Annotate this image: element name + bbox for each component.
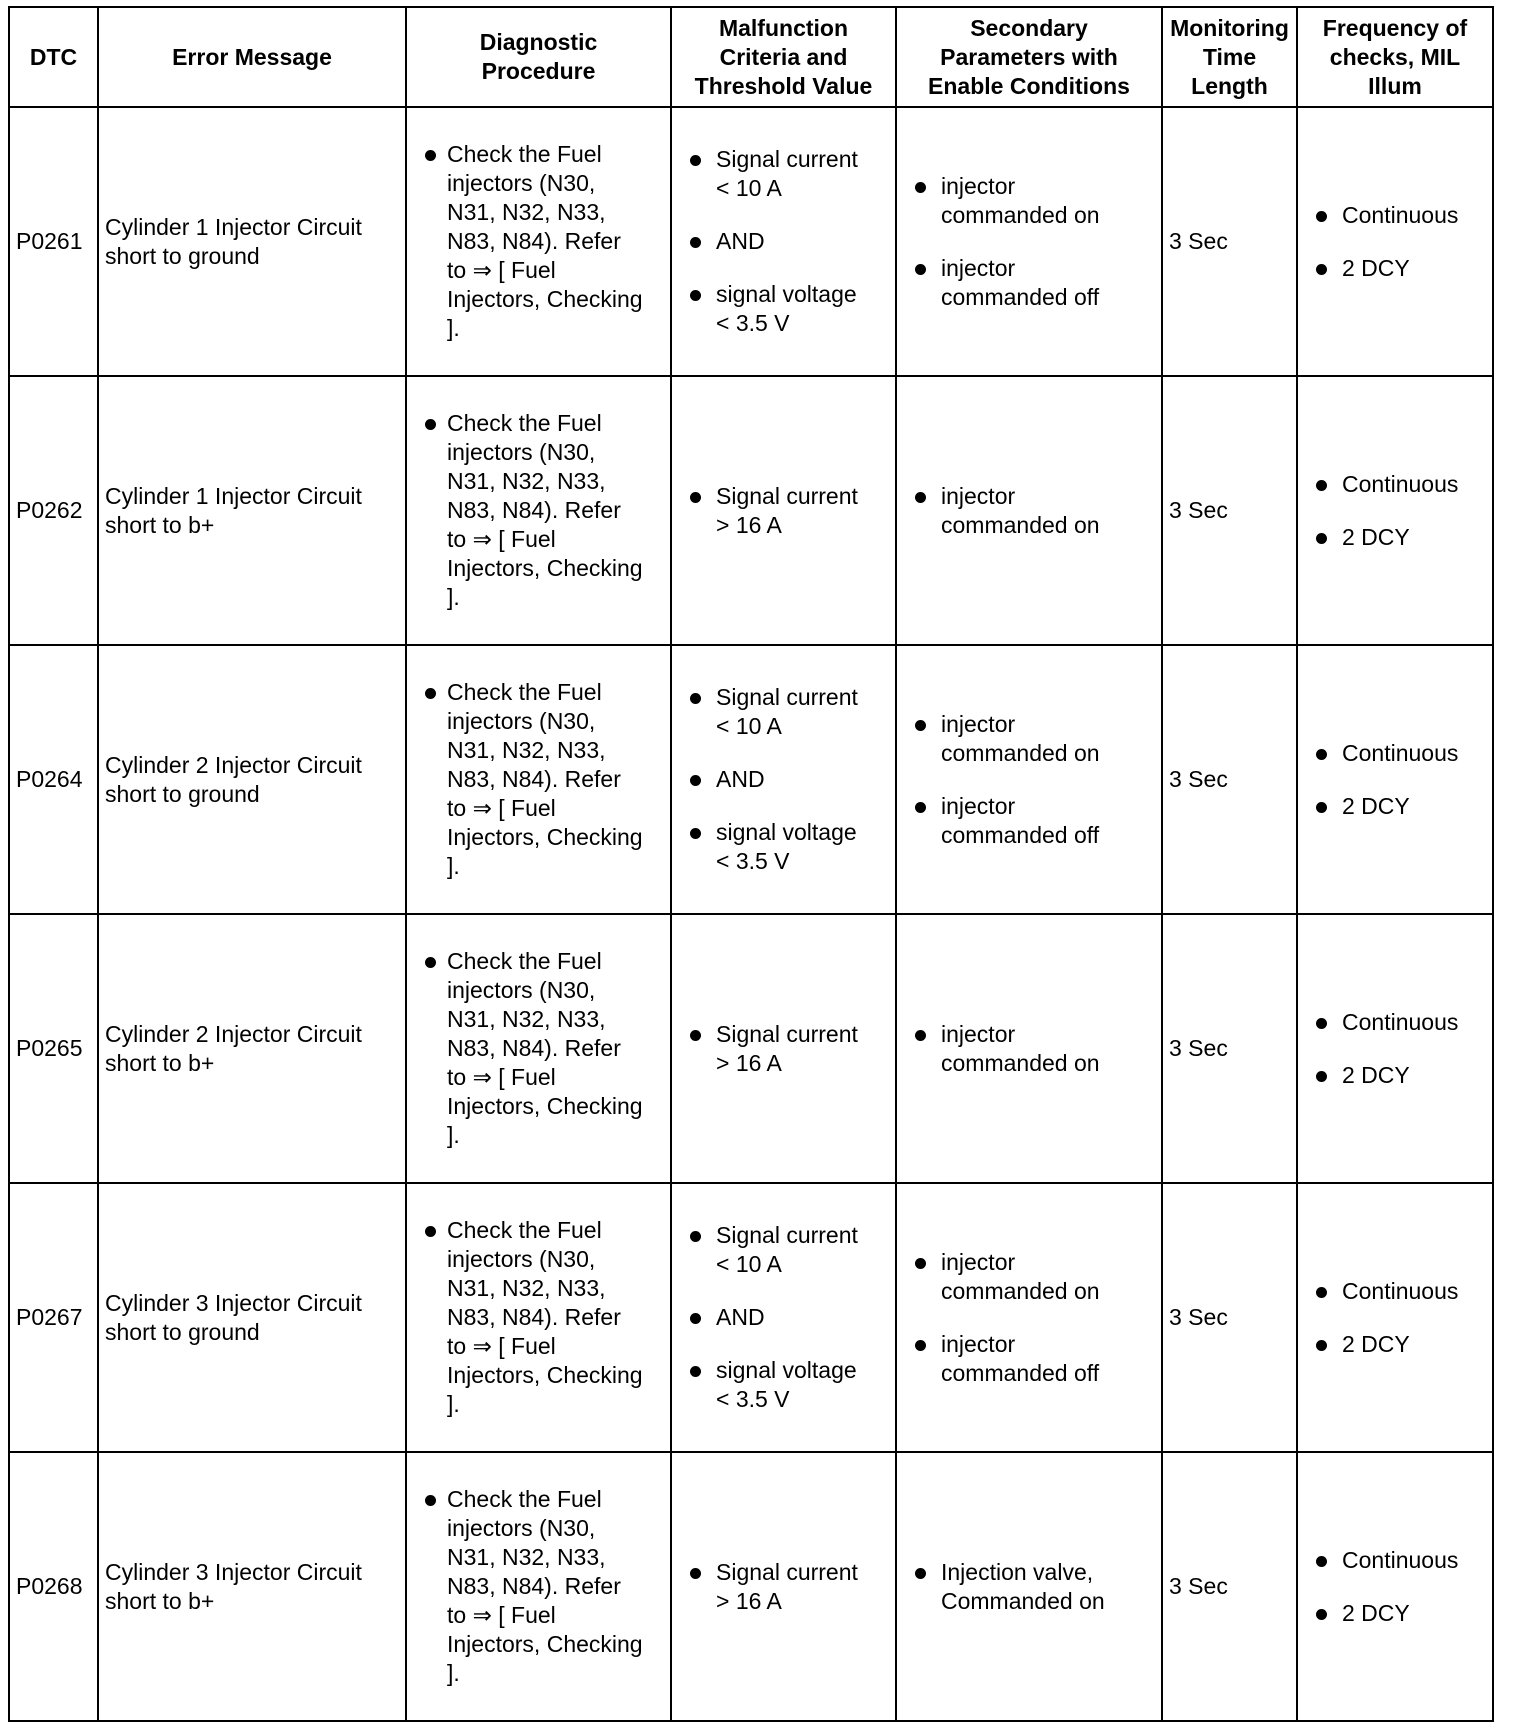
monitoring-time: 3 Sec <box>1162 376 1297 645</box>
malfunction-criteria <box>671 1452 896 1721</box>
list-item: Continuous <box>1304 1008 1486 1037</box>
list-item: signal voltage < 3.5 V <box>678 818 889 876</box>
dtc-table-page <box>8 6 1492 1722</box>
monitoring-time: 3 Sec <box>1162 107 1297 376</box>
dtc-code: P0265 <box>9 914 98 1183</box>
header-dtc: DTC <box>9 7 98 107</box>
list-item: injector commanded on <box>903 1248 1155 1306</box>
list-item: Check the Fuel injectors (N30, N31, N32, N33, N83, N84). Refer to ⇒ [ Fuel Injectors, Checking ]. <box>413 1216 664 1419</box>
list-item: AND <box>678 1303 889 1332</box>
secondary-parameters <box>896 107 1162 376</box>
list-item: 2 DCY <box>1304 523 1486 552</box>
header-row <box>9 7 1493 107</box>
dtc-code: P0261 <box>9 107 98 376</box>
header-diagnostic-procedure: Diagnostic Procedure <box>406 7 671 107</box>
list-item: Check the Fuel injectors (N30, N31, N32, N33, N83, N84). Refer to ⇒ [ Fuel Injectors, Checking ]. <box>413 678 664 881</box>
list-item: AND <box>678 227 889 256</box>
dtc-code: P0268 <box>9 1452 98 1721</box>
malfunction-criteria <box>671 914 896 1183</box>
header-monitoring-time: Monitoring Time Length <box>1162 7 1297 107</box>
list-item: Signal current > 16 A <box>678 1558 889 1616</box>
list-item: injector commanded off <box>903 792 1155 850</box>
list-item: Check the Fuel injectors (N30, N31, N32, N33, N83, N84). Refer to ⇒ [ Fuel Injectors, Checking ]. <box>413 140 664 343</box>
list-item: injector commanded on <box>903 172 1155 230</box>
check-frequency <box>1297 645 1493 914</box>
list-item: 2 DCY <box>1304 792 1486 821</box>
list-item: Continuous <box>1304 739 1486 768</box>
list-item: 2 DCY <box>1304 1330 1486 1359</box>
table-row <box>9 107 1493 376</box>
monitoring-time: 3 Sec <box>1162 1452 1297 1721</box>
table-row <box>9 1452 1493 1721</box>
malfunction-criteria <box>671 107 896 376</box>
dtc-code: P0264 <box>9 645 98 914</box>
list-item: Check the Fuel injectors (N30, N31, N32, N33, N83, N84). Refer to ⇒ [ Fuel Injectors, Checking ]. <box>413 1485 664 1688</box>
list-item: Injection valve, Commanded on <box>903 1558 1155 1616</box>
list-item: signal voltage < 3.5 V <box>678 1356 889 1414</box>
secondary-parameters <box>896 645 1162 914</box>
diagnostic-procedure <box>406 376 671 645</box>
table-row <box>9 645 1493 914</box>
secondary-parameters <box>896 1452 1162 1721</box>
malfunction-criteria <box>671 1183 896 1452</box>
list-item: 2 DCY <box>1304 1599 1486 1628</box>
list-item: Signal current > 16 A <box>678 1020 889 1078</box>
error-message: Cylinder 2 Injector Circuit short to ground <box>98 645 406 914</box>
list-item: Continuous <box>1304 470 1486 499</box>
dtc-code: P0267 <box>9 1183 98 1452</box>
diagnostic-procedure <box>406 1183 671 1452</box>
monitoring-time: 3 Sec <box>1162 1183 1297 1452</box>
check-frequency <box>1297 914 1493 1183</box>
diagnostic-procedure <box>406 914 671 1183</box>
table-row <box>9 1183 1493 1452</box>
diagnostic-procedure <box>406 645 671 914</box>
dtc-table <box>8 6 1494 1722</box>
list-item: Signal current < 10 A <box>678 1221 889 1279</box>
list-item: injector commanded off <box>903 254 1155 312</box>
secondary-parameters <box>896 376 1162 645</box>
list-item: Check the Fuel injectors (N30, N31, N32, N33, N83, N84). Refer to ⇒ [ Fuel Injectors, Checking ]. <box>413 409 664 612</box>
dtc-code: P0262 <box>9 376 98 645</box>
error-message: Cylinder 1 Injector Circuit short to b+ <box>98 376 406 645</box>
header-secondary-parameters: Secondary Parameters with Enable Conditions <box>896 7 1162 107</box>
list-item: injector commanded on <box>903 710 1155 768</box>
list-item: Signal current < 10 A <box>678 683 889 741</box>
list-item: 2 DCY <box>1304 1061 1486 1090</box>
list-item: 2 DCY <box>1304 254 1486 283</box>
list-item: injector commanded off <box>903 1330 1155 1388</box>
check-frequency <box>1297 376 1493 645</box>
list-item: Continuous <box>1304 201 1486 230</box>
error-message: Cylinder 3 Injector Circuit short to b+ <box>98 1452 406 1721</box>
list-item: Check the Fuel injectors (N30, N31, N32, N33, N83, N84). Refer to ⇒ [ Fuel Injectors, Checking ]. <box>413 947 664 1150</box>
diagnostic-procedure <box>406 107 671 376</box>
table-row <box>9 376 1493 645</box>
header-error-message: Error Message <box>98 7 406 107</box>
list-item: injector commanded on <box>903 1020 1155 1078</box>
malfunction-criteria <box>671 376 896 645</box>
malfunction-criteria <box>671 645 896 914</box>
header-frequency: Frequency of checks, MIL Illum <box>1297 7 1493 107</box>
list-item: signal voltage < 3.5 V <box>678 280 889 338</box>
secondary-parameters <box>896 1183 1162 1452</box>
error-message: Cylinder 3 Injector Circuit short to ground <box>98 1183 406 1452</box>
error-message: Cylinder 1 Injector Circuit short to ground <box>98 107 406 376</box>
error-message: Cylinder 2 Injector Circuit short to b+ <box>98 914 406 1183</box>
list-item: Continuous <box>1304 1546 1486 1575</box>
header-malfunction-criteria: Malfunction Criteria and Threshold Value <box>671 7 896 107</box>
table-row <box>9 914 1493 1183</box>
monitoring-time: 3 Sec <box>1162 645 1297 914</box>
list-item: Signal current < 10 A <box>678 145 889 203</box>
monitoring-time: 3 Sec <box>1162 914 1297 1183</box>
list-item: injector commanded on <box>903 482 1155 540</box>
list-item: Continuous <box>1304 1277 1486 1306</box>
check-frequency <box>1297 1452 1493 1721</box>
check-frequency <box>1297 1183 1493 1452</box>
list-item: Signal current > 16 A <box>678 482 889 540</box>
list-item: AND <box>678 765 889 794</box>
check-frequency <box>1297 107 1493 376</box>
secondary-parameters <box>896 914 1162 1183</box>
diagnostic-procedure <box>406 1452 671 1721</box>
